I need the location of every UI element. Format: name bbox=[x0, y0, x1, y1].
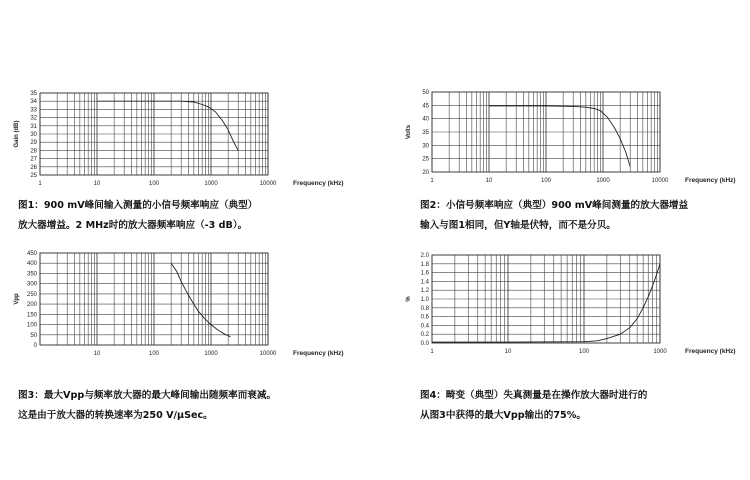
fig3-x-axis-label: Frequency (kHz) bbox=[293, 350, 344, 357]
caption-fig3-line2: 这是由于放大器的转换速率为250 V/μSec。 bbox=[18, 410, 213, 421]
caption-fig1-line2: 放大器增益。2 MHz时的放大器频率响应（-3 dB）。 bbox=[18, 220, 248, 231]
fig4-ytick-label: 0.4 bbox=[420, 323, 429, 330]
caption-fig4-line1: 图4：畸变（典型）失真测量是在操作放大器时进行的 bbox=[420, 390, 648, 401]
fig2-xtick-label: 10 bbox=[485, 178, 493, 184]
chart-fig2 bbox=[375, 0, 750, 195]
fig3-grid bbox=[40, 253, 268, 345]
caption-fig2-line2: 输入与图1相同，但Y轴是伏特，而不是分贝。 bbox=[420, 220, 616, 231]
fig1-ytick-label: 29 bbox=[30, 140, 37, 147]
caption-fig3-line1: 图3：最大Vpp与频率放大器的最大峰间输出随频率而衰减。 bbox=[18, 390, 277, 401]
fig2-ytick-label: 40 bbox=[422, 116, 429, 123]
chart-fig1 bbox=[0, 0, 375, 195]
caption-fig3 bbox=[18, 386, 276, 426]
fig4-xtick-label: 1 bbox=[430, 349, 434, 355]
fig2-xtick-label: 100 bbox=[540, 178, 552, 184]
fig1-y-axis-label: Gain (dB) bbox=[14, 120, 20, 148]
fig3-xtick-label: 10 bbox=[93, 351, 101, 357]
fig4-grid bbox=[432, 255, 660, 343]
fig3-y-axis-label: Vpp bbox=[14, 293, 20, 305]
fig1-ytick-label: 35 bbox=[30, 91, 37, 97]
fig3-ytick-label: 400 bbox=[26, 261, 37, 268]
chart-fig4 bbox=[375, 240, 750, 365]
fig4-xtick-label: 1000 bbox=[653, 349, 667, 355]
fig4-series-line bbox=[432, 264, 660, 342]
fig2-ytick-label: 35 bbox=[422, 130, 429, 136]
caption-fig4-line2: 从图3中获得的最大Vpp输出的75%。 bbox=[420, 410, 586, 421]
fig1-ytick-label: 27 bbox=[30, 156, 37, 163]
fig3-xtick-label: 10000 bbox=[259, 351, 277, 357]
fig1-xtick-label: 100 bbox=[148, 181, 160, 187]
fig2-ytick-label: 50 bbox=[422, 90, 429, 96]
caption-fig2 bbox=[420, 196, 688, 236]
fig3-ytick-label: 250 bbox=[26, 291, 37, 298]
fig3-ytick-label: 0 bbox=[33, 343, 37, 349]
fig1-grid bbox=[40, 93, 268, 175]
caption-fig2-line1: 图2：小信号频率响应（典型）900 mV峰间测量的放大器增益 bbox=[420, 200, 689, 211]
caption-fig4 bbox=[420, 386, 647, 426]
fig1-ytick-label: 30 bbox=[30, 132, 37, 138]
fig4-ytick-label: 1.0 bbox=[420, 297, 429, 303]
fig3-ytick-label: 350 bbox=[26, 271, 37, 278]
fig1-ytick-label: 31 bbox=[30, 123, 37, 130]
fig4-ytick-label: 1.4 bbox=[420, 279, 429, 286]
fig2-ytick-label: 25 bbox=[422, 156, 429, 163]
fig4-ytick-label: 1.8 bbox=[420, 261, 429, 268]
fig3-ytick-label: 450 bbox=[26, 251, 37, 257]
fig3-xtick-label: 100 bbox=[148, 351, 160, 357]
fig3-ytick-label: 150 bbox=[26, 312, 37, 319]
fig4-xtick-label: 10 bbox=[504, 349, 512, 355]
fig2-grid bbox=[432, 92, 660, 172]
fig4-xtick-label: 100 bbox=[578, 349, 590, 355]
fig3-ytick-label: 100 bbox=[26, 322, 37, 329]
fig4-ytick-label: 1.2 bbox=[420, 288, 429, 295]
fig1-ytick-label: 34 bbox=[30, 99, 37, 106]
fig4-x-axis-label: Frequency (kHz) bbox=[685, 348, 736, 355]
fig4-ytick-label: 1.6 bbox=[420, 270, 429, 277]
fig1-x-axis-label: Frequency (kHz) bbox=[293, 180, 344, 187]
fig2-xtick-label: 1 bbox=[430, 178, 434, 184]
fig1-ytick-label: 32 bbox=[30, 115, 37, 122]
fig2-xtick-label: 1000 bbox=[596, 178, 610, 184]
fig4-ytick-label: 0.0 bbox=[420, 341, 429, 347]
fig3-series-line bbox=[171, 263, 230, 337]
fig2-ytick-label: 20 bbox=[422, 170, 429, 176]
fig1-ytick-label: 28 bbox=[30, 148, 37, 155]
fig2-ytick-label: 45 bbox=[422, 103, 429, 110]
fig1-xtick-label: 1000 bbox=[204, 181, 218, 187]
fig2-x-axis-label: Frequency (kHz) bbox=[685, 177, 736, 184]
fig3-ytick-label: 300 bbox=[26, 281, 37, 288]
chart-fig3 bbox=[0, 240, 375, 365]
fig1-ytick-label: 25 bbox=[30, 173, 37, 179]
fig4-ytick-label: 0.8 bbox=[420, 305, 429, 312]
fig3-ytick-label: 50 bbox=[30, 332, 37, 339]
fig4-ytick-label: 2.0 bbox=[420, 253, 429, 259]
fig2-xtick-label: 10000 bbox=[651, 178, 669, 184]
fig1-ytick-label: 26 bbox=[30, 164, 37, 171]
fig2-series-line bbox=[489, 106, 630, 167]
fig1-xtick-label: 10000 bbox=[259, 181, 277, 187]
fig1-xtick-label: 10 bbox=[93, 181, 101, 187]
fig2-ytick-label: 30 bbox=[422, 143, 429, 150]
caption-fig1-line1: 图1：900 mV峰间输入测量的小信号频率响应（典型） bbox=[18, 200, 258, 211]
fig3-ytick-label: 200 bbox=[26, 302, 37, 309]
fig1-xtick-label: 1 bbox=[38, 181, 42, 187]
fig4-y-axis-label: % bbox=[406, 296, 412, 302]
fig4-ytick-label: 0.2 bbox=[420, 332, 429, 339]
fig1-ytick-label: 33 bbox=[30, 107, 37, 114]
caption-fig1 bbox=[18, 196, 257, 236]
fig4-ytick-label: 0.6 bbox=[420, 314, 429, 321]
fig2-y-axis-label: Volts bbox=[406, 124, 412, 140]
fig3-xtick-label: 1000 bbox=[204, 351, 218, 357]
